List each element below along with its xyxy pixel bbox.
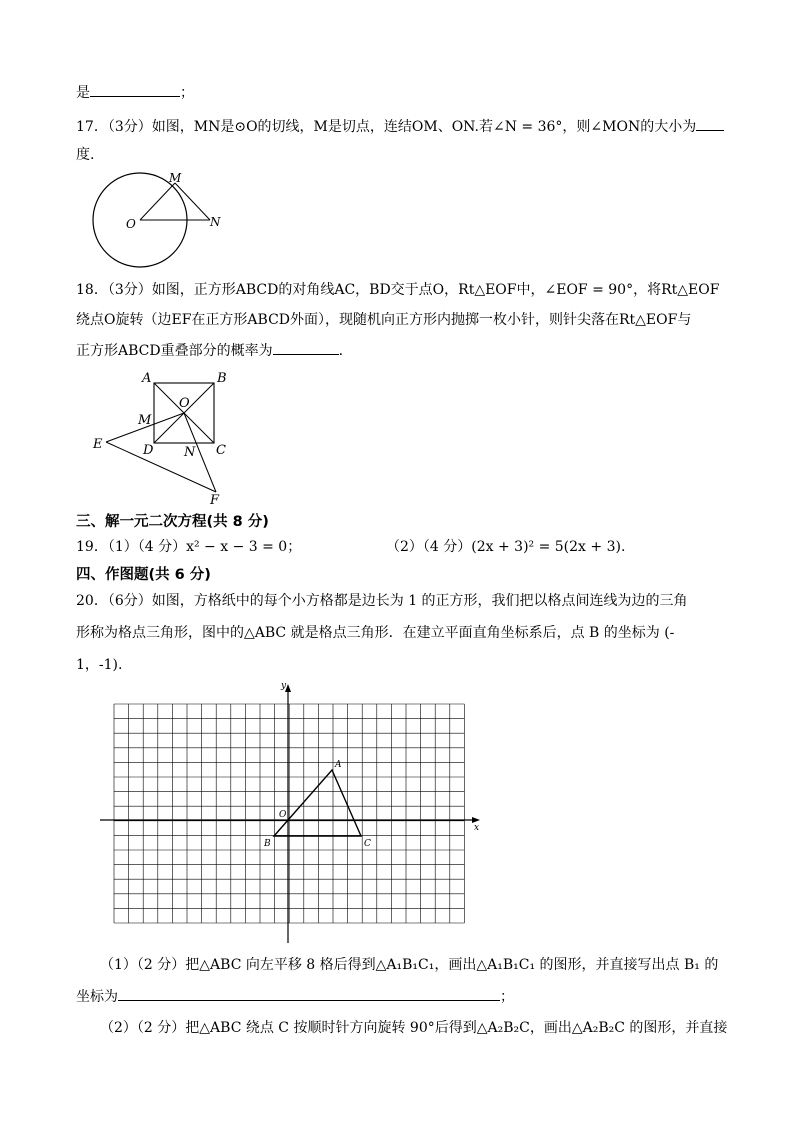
q18-figure [90,368,250,508]
q17-text: 如图，MN是⊙O的切线，M是切点，连结OM、ON.若∠N = 36°，则∠MON的大小为 [151,119,697,135]
label-c: C [216,443,226,458]
q20-line2 [76,623,674,643]
q20-sub2-line1: （2）（2 分）把△ABC 绕点 C 按顺时针方向旋转 90°后得到△A₂B₂C，画出△A₂B₂C 的图形，并直接 [100,1020,728,1036]
q18-points: （3分） [107,282,152,298]
label-f: F [210,493,220,508]
q19-line [76,537,301,557]
q18-number: 18． [76,282,108,298]
label-o: O [179,396,190,411]
q18-text3: 正方形ABCD重叠部分的概率为 [76,343,273,359]
segment-mn [175,183,210,220]
q20-sub1-line1: （1）（2 分）把△ABC 向左平移 8 格后得到△A₁B₁C₁，画出△A₁B₁C₁ 的图形，并直接写出点 B₁ 的 [100,957,719,973]
q17-blank[interactable] [696,116,724,131]
q17-tail: 度. [76,147,95,163]
q17-figure [90,170,240,270]
q17-line2 [76,145,94,165]
segment-ef [106,442,216,492]
q18-line1 [76,280,719,300]
label-n: N [210,215,221,229]
prev-suffix: ； [180,85,194,101]
q20-number: 20． [76,593,108,609]
q20-text2: 形称为格点三角形，图中的△ABC 就是格点三角形．在建立平面直角坐标系后，点 B 的坐标为 (- [76,625,675,641]
label-c: C [364,839,371,849]
q17-number: 17． [76,119,108,135]
label-origin: O [279,810,287,820]
segment-om [140,183,175,220]
section-4-title: 四、作图题(共 6 分) [76,567,211,583]
label-b: B [217,371,227,386]
q20-text3: 1，-1). [76,657,123,673]
label-e: E [93,437,103,452]
label-o: O [126,217,136,231]
q19-number: 19． [76,539,108,555]
q19-part2: （2）（4 分）(2x + 3)² = 5(2x + 3). [386,539,626,555]
label-a: A [335,760,342,770]
q20-sub1-blank[interactable] [118,986,500,1001]
q20-line1 [76,591,688,611]
q20-points: （6分） [107,593,152,609]
q17-line1 [76,116,724,137]
q20-sub1-line2 [76,986,514,1007]
x-axis-label: x [474,823,480,833]
q18-line2 [76,310,691,330]
q20-line3 [76,655,122,675]
y-axis-label: y [281,681,287,691]
q18-line3 [76,340,343,361]
q18-tail: . [338,343,344,359]
prev-prefix: 是 [76,85,90,101]
label-m: M [138,413,152,428]
q17-points: （3分） [107,119,152,135]
answer-blank[interactable] [90,82,180,97]
q20-text1: 如图，方格纸中的每个小方格都是边长为 1 的正方形，我们把以格点间连线为边的三角 [151,593,688,609]
q20-sub1-tail: ； [500,989,514,1005]
label-m: M [169,171,182,185]
q19-part1: （1）（4 分）x² − x − 3 = 0； [107,539,302,555]
q20-sub1-prefix: 坐标为 [76,989,118,1005]
prev-answer-line [76,82,194,103]
q18-blank[interactable] [273,340,339,355]
q18-text2: 绕点O旋转（边EF在正方形ABCD外面），现随机向正方形内抛掷一枚小针，则针尖落在Rt△EOF与 [76,312,692,328]
label-d: D [143,443,154,458]
grid-lines [114,704,464,923]
q18-text1: 如图，正方形ABCD的对角线AC，BD交于点O，Rt△EOF中，∠EOF = 90°，将Rt△EOF [151,282,720,298]
label-b: B [264,839,271,849]
coordinate-grid [96,678,486,946]
section-3-title: 三、解一元二次方程(共 8 分) [76,514,269,530]
label-a: A [142,371,152,386]
label-n: N [184,445,196,460]
triangle-abc [274,770,361,836]
